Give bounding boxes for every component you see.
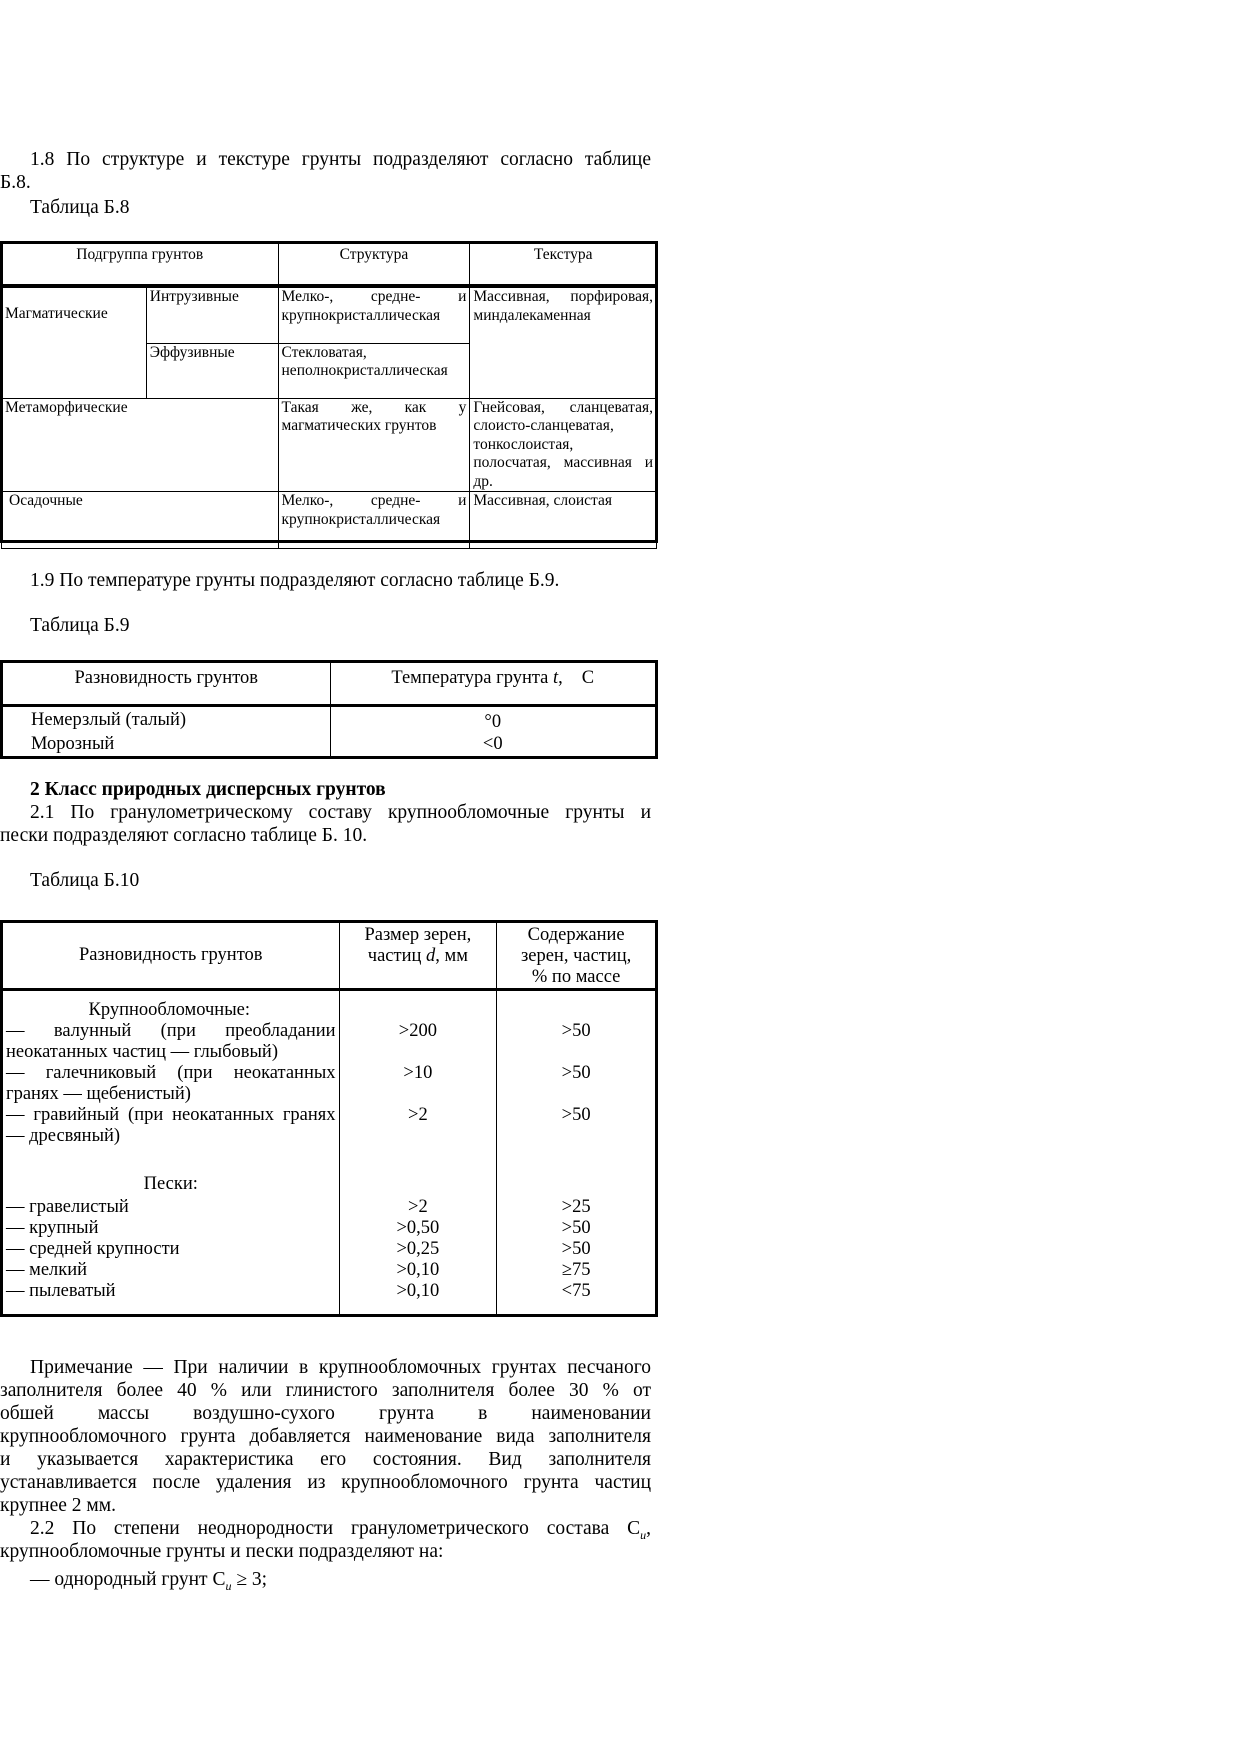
table-b8-magmatic: Магматические xyxy=(2,286,147,398)
table-b10 xyxy=(0,920,658,1317)
table-b10-header-kind: Разновидность грунтов xyxy=(2,922,340,990)
table-b9-caption: Таблица Б.9 xyxy=(30,615,130,636)
table-b10-row-content: >25 xyxy=(561,1196,591,1217)
table-b10-row-size: >0,50 xyxy=(339,1218,497,1239)
table-b10-row-content: >50 xyxy=(561,1062,591,1083)
header-line: % по массе xyxy=(531,967,621,987)
cell-line: гранях — щебенистый) xyxy=(6,1083,191,1104)
table-b10-row-content: >50 xyxy=(561,1217,591,1238)
table-b8-header-subgroup: Подгруппа грунтов xyxy=(2,243,279,287)
cell-line: неполнокристаллическая xyxy=(281,362,448,379)
item-suffix: ≥ 3; xyxy=(231,1569,268,1590)
cell-line: Гнейсовая, сланцеватая, xyxy=(473,398,653,416)
table-b9-header-temp xyxy=(330,662,657,706)
table-b8-effusive-structure xyxy=(278,343,470,398)
note-line: устанавливается после удаления из крупнообломочного грунта частиц xyxy=(0,1472,651,1493)
note-line: заполнителя более 40 % или глинистого заполнителя более 30 % от xyxy=(0,1380,651,1401)
para-1-8-line2: Б.8. xyxy=(0,172,31,193)
table-b10-row-size: >0,25 xyxy=(339,1239,497,1260)
table-b10-header-size xyxy=(339,922,497,990)
table-b10-caption: Таблица Б.10 xyxy=(30,870,140,891)
header-size-suffix: , мм xyxy=(435,946,468,966)
table-b8-sed-texture: Массивная, слоистая xyxy=(470,492,657,549)
table-b8-magmatic-texture xyxy=(470,286,657,398)
header-line xyxy=(343,946,494,967)
note-line: крупнее 2 мм. xyxy=(0,1495,116,1516)
table-b10-row-kind: — мелкий xyxy=(2,1260,340,1281)
table-b10-coarse-title: Крупнообломочные: xyxy=(2,990,340,1021)
cell-line: Мелко-, средне- и xyxy=(281,288,467,305)
cell-line: — гравийный (при неокатанных гранях xyxy=(6,1104,336,1125)
item-sub: u xyxy=(225,1578,232,1593)
cell-line: слоисто-сланцеватая, xyxy=(473,417,614,434)
table-b10-row-content: <75 xyxy=(561,1280,591,1301)
cell-line: — галечниковый (при неокатанных xyxy=(6,1062,336,1083)
table-b8-meta-texture xyxy=(470,398,657,492)
cell-line: Такая же, как у xyxy=(281,398,467,416)
table-b8-intrusive-structure xyxy=(278,286,470,343)
cell-line: др. xyxy=(473,472,493,490)
table-b10-row-kind xyxy=(2,1021,340,1063)
para-2-2-line2: крупнообломочные грунты и пески подразделяют на: xyxy=(0,1541,444,1562)
table-b8-header-texture: Текстура xyxy=(470,243,657,287)
note-line: обшей массы воздушно-сухого грунта в наименовании xyxy=(0,1403,651,1424)
table-b10-row-content: ≥75 xyxy=(561,1259,591,1280)
empty-cell xyxy=(497,990,657,1021)
cell-line: Мелко-, средне- и xyxy=(281,492,467,509)
table-b8-effusive: Эффузивные xyxy=(146,343,278,398)
header-temp-var: t xyxy=(553,668,559,688)
table-b10-row-content: >50 xyxy=(561,1238,591,1259)
table-b10-row-kind: — средней крупности xyxy=(2,1239,340,1260)
item-text: — однородный грунт C xyxy=(30,1569,226,1590)
para-2-1-line1: 2.1 По гранулометрическому составу крупнообломочные грунты и xyxy=(30,802,651,823)
header-line: Содержание xyxy=(527,925,625,945)
table-b9-row-kind: Морозный xyxy=(2,733,331,758)
table-b8-meta-structure xyxy=(278,398,470,492)
cell-line: тонкослоистая, xyxy=(473,435,574,453)
table-b9-row-temp: °0 xyxy=(484,712,502,732)
para-2-2-sub: u xyxy=(640,1527,647,1542)
table-b9-row-temp: <0 xyxy=(482,734,503,754)
table-b8-metamorphic: Метаморфические xyxy=(2,398,279,492)
para-2-2-item xyxy=(30,1568,267,1598)
table-b10-row-content: >50 xyxy=(561,1020,591,1041)
para-2-2-text: 2.2 По степени неоднородности гранулометрического состава C xyxy=(30,1518,641,1539)
cell-line: неокатанных частиц — глыбовый) xyxy=(6,1041,278,1062)
table-b9-header-kind: Разновидность грунтов xyxy=(2,662,331,706)
table-b10-header-content xyxy=(497,922,657,990)
header-temp-prefix: Температура грунта xyxy=(391,668,554,688)
note-line: и указывается характеристика его состояния. Вид заполнителя xyxy=(0,1449,651,1470)
cell-line: Стекловатая, xyxy=(281,343,367,361)
note-line: Примечание — При наличии в крупнообломочных грунтах песчаного xyxy=(30,1357,651,1378)
cell-line: крупнокристаллическая xyxy=(281,306,441,324)
table-b8-caption: Таблица Б.8 xyxy=(30,197,130,218)
header-size-prefix: частиц xyxy=(367,946,427,966)
empty-cell xyxy=(497,1147,657,1197)
table-b10-row-size: >0,10 xyxy=(339,1260,497,1281)
table-b10-row-size: >2 xyxy=(339,1197,497,1218)
para-2-2-suffix: , xyxy=(646,1518,651,1539)
table-b10-row-kind: — гравелистый xyxy=(2,1197,340,1218)
table-b10-row-size: >2 xyxy=(339,1105,497,1147)
table-b10-row-kind: — крупный xyxy=(2,1218,340,1239)
table-b10-row-size: >200 xyxy=(339,1021,497,1063)
table-b8-sedimentary: Осадочные xyxy=(2,492,279,549)
note-line: крупнообломочного грунта добавляется наименование вида заполнителя xyxy=(0,1426,651,1447)
table-b10-row-size: >0,10 xyxy=(339,1281,497,1316)
table-b10-row-content: >50 xyxy=(561,1104,591,1125)
para-1-8-line1: 1.8 По структуре и текстуре грунты подразделяют согласно таблице xyxy=(30,149,651,170)
cell-line: магматических грунтов xyxy=(281,417,437,434)
header-line: Размер зерен, xyxy=(364,925,472,945)
header-temp-suffix: , С xyxy=(565,668,587,688)
header-line: зерен, частиц, xyxy=(520,946,632,966)
table-b8 xyxy=(1,242,657,549)
section-2-heading: 2 Класс природных дисперсных грунтов xyxy=(30,779,386,800)
para-2-1-line2: пески подразделяют согласно таблице Б. 10. xyxy=(0,825,368,846)
table-b10-sand-title: Пески: xyxy=(2,1147,340,1197)
cell-line: Массивная, порфировая, xyxy=(473,288,653,305)
table-b8-sed-structure xyxy=(278,492,470,549)
cell-line: миндалекаменная xyxy=(473,306,591,324)
empty-cell xyxy=(339,1147,497,1197)
table-b10-row-kind xyxy=(2,1105,340,1147)
table-b8-intrusive: Интрузивные xyxy=(146,286,278,343)
table-b10-row-size: >10 xyxy=(339,1063,497,1105)
table-b8-header-structure: Структура xyxy=(278,243,470,287)
header-size-var: d xyxy=(426,946,436,966)
cell-line: — дресвяный) xyxy=(6,1125,121,1146)
table-b9 xyxy=(0,660,658,759)
table-b10-row-kind: — пылеватый xyxy=(2,1281,340,1316)
empty-cell xyxy=(339,990,497,1021)
table-b10-row-kind xyxy=(2,1063,340,1105)
table-b9-row-kind: Немерзлый (талый) xyxy=(2,706,331,734)
cell-line: — валунный (при преобладании xyxy=(6,1020,336,1041)
para-1-9: 1.9 По температуре грунты подразделяют согласно таблице Б.9. xyxy=(30,570,560,591)
cell-line: полосчатая, массивная и xyxy=(473,454,653,471)
cell-line: крупнокристаллическая xyxy=(281,510,441,528)
